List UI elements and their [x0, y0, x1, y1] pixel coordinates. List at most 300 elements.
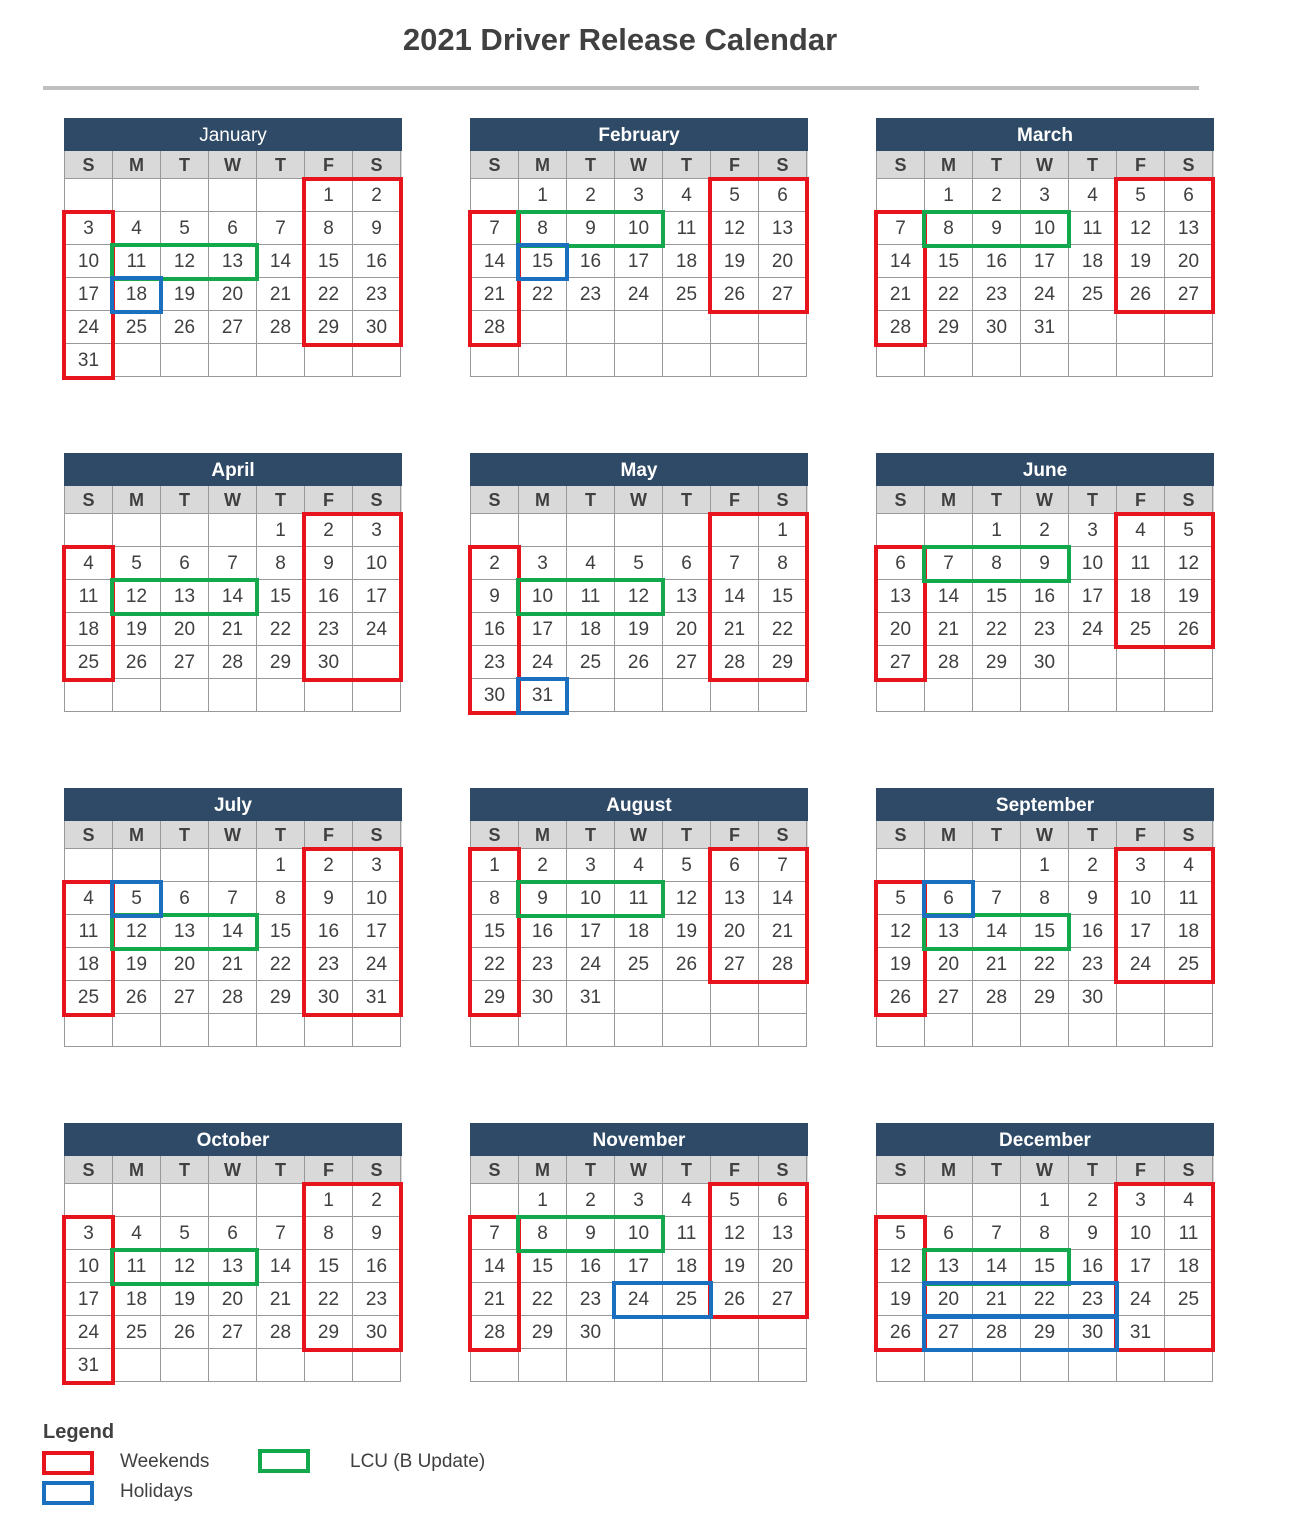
day-cell: 10 [519, 580, 567, 613]
day-cell: 30 [305, 646, 353, 679]
day-cell: 27 [161, 981, 209, 1014]
week-row [65, 1250, 402, 1283]
day-cell: 30 [973, 311, 1021, 344]
month-grid [470, 486, 808, 712]
day-cell: 1 [759, 514, 807, 547]
empty-day-cell [161, 1349, 209, 1382]
day-cell: 9 [353, 212, 401, 245]
day-cell: 16 [519, 915, 567, 948]
day-cell: 8 [1021, 882, 1069, 915]
day-cell: 15 [1021, 915, 1069, 948]
empty-day-cell [257, 1014, 305, 1047]
day-cell: 19 [113, 613, 161, 646]
day-cell: 18 [113, 278, 161, 311]
month-july [64, 788, 402, 1047]
day-cell: 22 [759, 613, 807, 646]
day-cell: 4 [567, 547, 615, 580]
day-cell: 28 [471, 1316, 519, 1349]
day-cell: 6 [663, 547, 711, 580]
weekday-label: T [161, 1156, 209, 1184]
weekday-label: T [973, 151, 1021, 179]
day-cell: 18 [1165, 1250, 1213, 1283]
day-cell: 30 [471, 679, 519, 712]
empty-day-cell [925, 344, 973, 377]
day-cell: 9 [471, 580, 519, 613]
day-cell: 13 [209, 245, 257, 278]
week-row [877, 1349, 1214, 1382]
week-row [471, 1184, 808, 1217]
month-header: December [876, 1123, 1214, 1156]
day-cell: 8 [925, 212, 973, 245]
day-cell: 7 [973, 1217, 1021, 1250]
empty-day-cell [663, 344, 711, 377]
day-cell: 21 [257, 1283, 305, 1316]
week-row [65, 1316, 402, 1349]
day-cell: 5 [161, 1217, 209, 1250]
day-cell: 18 [663, 1250, 711, 1283]
day-cell: 11 [1069, 212, 1117, 245]
day-cell: 12 [877, 1250, 925, 1283]
day-cell: 7 [925, 547, 973, 580]
week-row [65, 1217, 402, 1250]
empty-day-cell [615, 514, 663, 547]
day-cell: 25 [65, 981, 113, 1014]
day-cell: 26 [615, 646, 663, 679]
day-cell: 5 [161, 212, 209, 245]
empty-day-cell [257, 679, 305, 712]
empty-day-cell [663, 1349, 711, 1382]
empty-day-cell [471, 1184, 519, 1217]
month-february [470, 118, 808, 377]
day-cell: 16 [305, 580, 353, 613]
weekday-label: S [877, 151, 925, 179]
empty-day-cell [663, 1014, 711, 1047]
day-cell: 3 [1117, 1184, 1165, 1217]
month-august [470, 788, 808, 1047]
day-cell: 26 [113, 646, 161, 679]
day-cell: 2 [1069, 1184, 1117, 1217]
day-cell: 11 [65, 915, 113, 948]
day-cell: 28 [925, 646, 973, 679]
empty-day-cell [925, 1349, 973, 1382]
day-cell: 6 [209, 1217, 257, 1250]
weekday-label: S [471, 486, 519, 514]
empty-day-cell [305, 1014, 353, 1047]
day-cell: 25 [65, 646, 113, 679]
day-cell: 22 [257, 613, 305, 646]
week-row [471, 882, 808, 915]
month-header: January [64, 118, 402, 151]
day-cell: 9 [567, 1217, 615, 1250]
day-cell: 23 [1021, 613, 1069, 646]
day-cell: 28 [471, 311, 519, 344]
empty-day-cell [877, 849, 925, 882]
day-cell: 26 [711, 1283, 759, 1316]
day-cell: 24 [519, 646, 567, 679]
weekday-label: S [877, 486, 925, 514]
day-cell: 22 [305, 278, 353, 311]
day-cell: 20 [161, 948, 209, 981]
day-cell: 30 [1069, 981, 1117, 1014]
empty-day-cell [113, 679, 161, 712]
day-cell: 13 [209, 1250, 257, 1283]
empty-day-cell [973, 344, 1021, 377]
day-cell: 30 [305, 981, 353, 1014]
empty-day-cell [877, 179, 925, 212]
week-row [65, 547, 402, 580]
month-may [470, 453, 808, 712]
day-cell: 13 [1165, 212, 1213, 245]
day-cell: 31 [567, 981, 615, 1014]
month-grid [876, 486, 1214, 712]
day-cell: 18 [65, 948, 113, 981]
legend-weekends-swatch [42, 1451, 94, 1475]
day-cell: 28 [257, 311, 305, 344]
month-header: July [64, 788, 402, 821]
empty-day-cell [711, 981, 759, 1014]
week-row [471, 344, 808, 377]
day-cell: 3 [1117, 849, 1165, 882]
day-cell: 22 [471, 948, 519, 981]
day-cell: 10 [1117, 1217, 1165, 1250]
week-row [877, 849, 1214, 882]
empty-day-cell [113, 514, 161, 547]
weekday-label: W [209, 151, 257, 179]
day-cell: 2 [353, 1184, 401, 1217]
day-cell: 31 [1117, 1316, 1165, 1349]
day-cell: 1 [257, 514, 305, 547]
day-cell: 17 [353, 580, 401, 613]
day-cell: 11 [1165, 882, 1213, 915]
weekday-label: S [353, 486, 401, 514]
day-cell: 23 [519, 948, 567, 981]
day-cell: 20 [925, 948, 973, 981]
month-header: June [876, 453, 1214, 486]
day-cell: 8 [305, 212, 353, 245]
empty-day-cell [877, 679, 925, 712]
week-row [65, 1283, 402, 1316]
empty-day-cell [877, 1014, 925, 1047]
empty-day-cell [1165, 1349, 1213, 1382]
day-cell: 5 [711, 179, 759, 212]
day-cell: 9 [305, 882, 353, 915]
day-cell: 6 [209, 212, 257, 245]
empty-day-cell [1117, 646, 1165, 679]
weekday-label: T [663, 1156, 711, 1184]
day-cell: 13 [759, 212, 807, 245]
week-row [65, 1349, 402, 1382]
day-cell: 1 [973, 514, 1021, 547]
day-cell: 7 [209, 547, 257, 580]
weekday-label: T [1069, 821, 1117, 849]
week-row [471, 278, 808, 311]
week-row [65, 514, 402, 547]
day-cell: 28 [973, 1316, 1021, 1349]
day-cell: 2 [567, 1184, 615, 1217]
weekday-row [471, 486, 808, 514]
weekday-label: S [759, 821, 807, 849]
day-cell: 14 [925, 580, 973, 613]
day-cell: 15 [519, 1250, 567, 1283]
empty-day-cell [973, 849, 1021, 882]
week-row [65, 613, 402, 646]
month-april [64, 453, 402, 712]
day-cell: 12 [615, 580, 663, 613]
day-cell: 19 [161, 1283, 209, 1316]
week-row [65, 580, 402, 613]
week-row [877, 948, 1214, 981]
day-cell: 18 [663, 245, 711, 278]
week-row [877, 547, 1214, 580]
empty-day-cell [567, 514, 615, 547]
day-cell: 6 [161, 547, 209, 580]
empty-day-cell [615, 1316, 663, 1349]
week-row [877, 212, 1214, 245]
empty-day-cell [353, 679, 401, 712]
legend-weekends-label: Weekends [120, 1451, 210, 1472]
weekday-label: S [65, 151, 113, 179]
empty-day-cell [65, 1014, 113, 1047]
day-cell: 29 [1021, 1316, 1069, 1349]
day-cell: 18 [1165, 915, 1213, 948]
day-cell: 16 [353, 245, 401, 278]
empty-day-cell [1117, 311, 1165, 344]
week-row [471, 179, 808, 212]
empty-day-cell [161, 679, 209, 712]
day-cell: 24 [567, 948, 615, 981]
day-cell: 28 [759, 948, 807, 981]
day-cell: 22 [973, 613, 1021, 646]
week-row [65, 278, 402, 311]
empty-day-cell [567, 344, 615, 377]
day-cell: 4 [663, 179, 711, 212]
empty-day-cell [471, 1349, 519, 1382]
empty-day-cell [1165, 679, 1213, 712]
empty-day-cell [759, 1349, 807, 1382]
empty-day-cell [759, 1316, 807, 1349]
day-cell: 17 [519, 613, 567, 646]
day-cell: 23 [471, 646, 519, 679]
day-cell: 26 [877, 981, 925, 1014]
empty-day-cell [305, 344, 353, 377]
empty-day-cell [65, 679, 113, 712]
day-cell: 10 [65, 245, 113, 278]
day-cell: 16 [1021, 580, 1069, 613]
weekday-row [65, 151, 402, 179]
day-cell: 18 [615, 915, 663, 948]
day-cell: 5 [615, 547, 663, 580]
day-cell: 18 [65, 613, 113, 646]
empty-day-cell [567, 311, 615, 344]
empty-day-cell [1021, 1014, 1069, 1047]
empty-day-cell [1117, 344, 1165, 377]
day-cell: 12 [877, 915, 925, 948]
week-row [471, 1316, 808, 1349]
day-cell: 6 [1165, 179, 1213, 212]
weekday-row [471, 821, 808, 849]
day-cell: 1 [257, 849, 305, 882]
day-cell: 28 [209, 646, 257, 679]
day-cell: 30 [1069, 1316, 1117, 1349]
day-cell: 26 [113, 981, 161, 1014]
day-cell: 15 [305, 1250, 353, 1283]
week-row [471, 1349, 808, 1382]
day-cell: 21 [257, 278, 305, 311]
empty-day-cell [161, 179, 209, 212]
week-row [877, 179, 1214, 212]
weekday-row [65, 486, 402, 514]
day-cell: 9 [1021, 547, 1069, 580]
empty-day-cell [759, 1014, 807, 1047]
day-cell: 26 [663, 948, 711, 981]
month-header: September [876, 788, 1214, 821]
day-cell: 25 [113, 1316, 161, 1349]
day-cell: 11 [1117, 547, 1165, 580]
empty-day-cell [663, 679, 711, 712]
day-cell: 16 [567, 1250, 615, 1283]
legend-holidays-label: Holidays [120, 1481, 193, 1502]
day-cell: 24 [65, 1316, 113, 1349]
week-row [877, 915, 1214, 948]
day-cell: 13 [161, 580, 209, 613]
day-cell: 24 [353, 948, 401, 981]
empty-day-cell [877, 1184, 925, 1217]
weekday-label: T [567, 821, 615, 849]
day-cell: 20 [209, 1283, 257, 1316]
day-cell: 8 [973, 547, 1021, 580]
day-cell: 7 [973, 882, 1021, 915]
empty-day-cell [113, 1014, 161, 1047]
week-row [471, 679, 808, 712]
weekday-label: T [567, 1156, 615, 1184]
week-row [471, 311, 808, 344]
day-cell: 4 [1069, 179, 1117, 212]
week-row [65, 311, 402, 344]
day-cell: 6 [759, 1184, 807, 1217]
empty-day-cell [161, 1184, 209, 1217]
day-cell: 23 [1069, 1283, 1117, 1316]
day-cell: 27 [1165, 278, 1213, 311]
day-cell: 5 [1117, 179, 1165, 212]
day-cell: 14 [973, 915, 1021, 948]
week-row [877, 514, 1214, 547]
weekday-label: W [1021, 1156, 1069, 1184]
week-row [65, 344, 402, 377]
empty-day-cell [1069, 1349, 1117, 1382]
weekday-label: F [1117, 1156, 1165, 1184]
day-cell: 16 [305, 915, 353, 948]
day-cell: 19 [1117, 245, 1165, 278]
day-cell: 15 [973, 580, 1021, 613]
weekday-label: S [877, 1156, 925, 1184]
weekday-label: M [925, 1156, 973, 1184]
day-cell: 12 [663, 882, 711, 915]
week-row [471, 849, 808, 882]
empty-day-cell [353, 646, 401, 679]
weekday-label: T [257, 821, 305, 849]
day-cell: 9 [353, 1217, 401, 1250]
weekday-label: F [711, 151, 759, 179]
week-row [65, 179, 402, 212]
empty-day-cell [257, 1184, 305, 1217]
week-row [877, 1283, 1214, 1316]
day-cell: 21 [973, 1283, 1021, 1316]
empty-day-cell [519, 311, 567, 344]
day-cell: 8 [257, 882, 305, 915]
day-cell: 26 [711, 278, 759, 311]
day-cell: 6 [759, 179, 807, 212]
day-cell: 31 [519, 679, 567, 712]
day-cell: 19 [877, 1283, 925, 1316]
month-header: October [64, 1123, 402, 1156]
weekday-label: T [973, 821, 1021, 849]
weekday-label: F [305, 486, 353, 514]
week-row [65, 981, 402, 1014]
month-september [876, 788, 1214, 1047]
week-row [471, 1217, 808, 1250]
empty-day-cell [759, 981, 807, 1014]
day-cell: 23 [353, 278, 401, 311]
day-cell: 6 [161, 882, 209, 915]
week-row [877, 679, 1214, 712]
week-row [471, 915, 808, 948]
empty-day-cell [973, 679, 1021, 712]
day-cell: 14 [471, 245, 519, 278]
day-cell: 20 [925, 1283, 973, 1316]
empty-day-cell [567, 1349, 615, 1382]
day-cell: 15 [519, 245, 567, 278]
weekday-label: T [973, 486, 1021, 514]
week-row [65, 915, 402, 948]
weekday-label: M [113, 1156, 161, 1184]
day-cell: 27 [663, 646, 711, 679]
month-grid [470, 821, 808, 1047]
weekday-label: T [257, 486, 305, 514]
empty-day-cell [1165, 981, 1213, 1014]
weekday-label: M [925, 821, 973, 849]
day-cell: 26 [1117, 278, 1165, 311]
day-cell: 17 [567, 915, 615, 948]
day-cell: 29 [305, 311, 353, 344]
weekday-label: F [1117, 486, 1165, 514]
week-row [65, 849, 402, 882]
week-row [471, 1283, 808, 1316]
day-cell: 6 [711, 849, 759, 882]
day-cell: 8 [257, 547, 305, 580]
empty-day-cell [1069, 344, 1117, 377]
empty-day-cell [1069, 311, 1117, 344]
day-cell: 25 [663, 278, 711, 311]
day-cell: 15 [305, 245, 353, 278]
day-cell: 14 [711, 580, 759, 613]
day-cell: 4 [615, 849, 663, 882]
day-cell: 24 [615, 278, 663, 311]
day-cell: 9 [973, 212, 1021, 245]
day-cell: 10 [1021, 212, 1069, 245]
weekday-label: T [257, 151, 305, 179]
day-cell: 14 [209, 580, 257, 613]
day-cell: 25 [1165, 1283, 1213, 1316]
day-cell: 15 [257, 580, 305, 613]
week-row [65, 1184, 402, 1217]
day-cell: 3 [353, 514, 401, 547]
day-cell: 11 [663, 212, 711, 245]
day-cell: 7 [877, 212, 925, 245]
weekday-label: M [519, 821, 567, 849]
day-cell: 13 [877, 580, 925, 613]
weekday-label: S [471, 1156, 519, 1184]
week-row [471, 646, 808, 679]
